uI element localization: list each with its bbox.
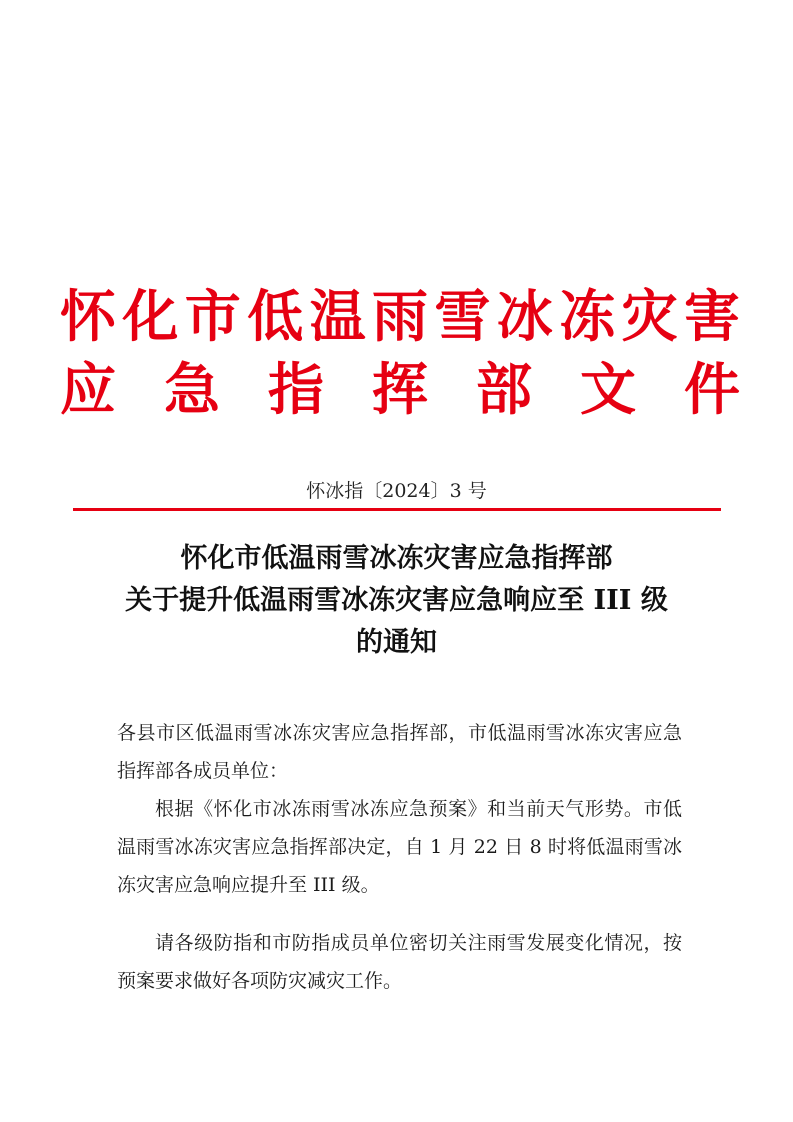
paragraph-1-block — [117, 790, 682, 904]
red-divider-line — [73, 508, 721, 511]
notice-title-line-2: 关于提升低温雨雪冰冻灾害应急响应至 III 级 — [125, 585, 668, 616]
notice-title-line-1: 怀化市低温雨雪冰冻灾害应急指挥部 — [180, 543, 613, 574]
notice-title — [0, 538, 793, 664]
paragraph-2: 请各级防指和市防指成员单位密切关注雨雪发展变化情况，按预案要求做好各项防灾减灾工作。 — [117, 932, 682, 992]
red-header-line-1: 怀化市低温雨雪冰冻灾害 — [60, 285, 740, 350]
salutation-block — [117, 714, 682, 790]
salutation-text: 各县市区低温雨雪冰冻灾害应急指挥部，市低温雨雪冰冻灾害应急指挥部各成员单位： — [117, 722, 682, 782]
red-header-line-2: 应急指挥部文件 — [60, 358, 740, 423]
document-number: 怀冰指〔2024〕3 号 — [306, 480, 487, 502]
notice-title-line-3: 的通知 — [356, 627, 437, 658]
paragraph-1: 根据《怀化市冰冻雨雪冰冻应急预案》和当前天气形势。市低温雨雪冰冻灾害应急指挥部决定，自 1 月 22 日 8 时将低温雨雪冰冻灾害应急响应提升至 III 级。 — [117, 798, 682, 896]
paragraph-2-block — [117, 924, 682, 1000]
